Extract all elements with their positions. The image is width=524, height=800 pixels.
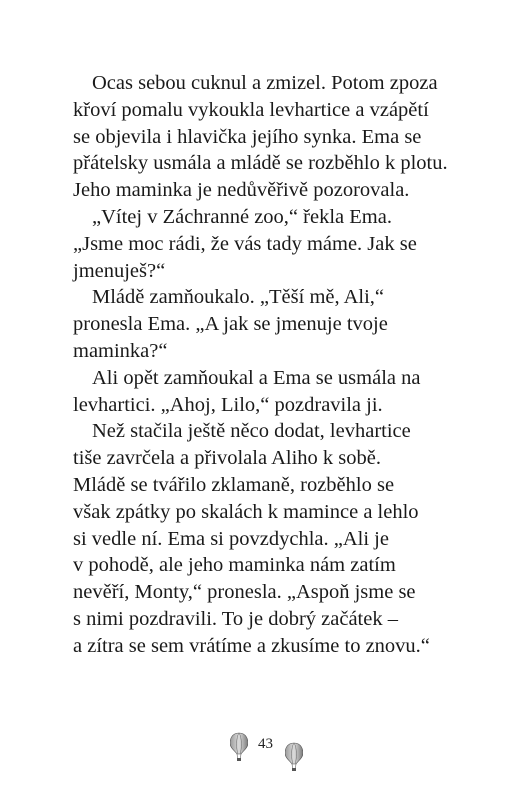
text-line: přátelsky usmála a mládě se rozběhlo k plotu.	[73, 152, 448, 175]
text-line: Jeho maminka je nedůvěřivě pozorovala.	[73, 179, 410, 202]
text-line: levhartici. „Ahoj, Lilo,“ pozdravila ji.	[73, 393, 383, 416]
text-line: Mládě se tvářilo zklamaně, rozběhlo se	[73, 473, 395, 496]
hot-air-balloon-icon	[285, 742, 303, 772]
hot-air-balloon-icon	[230, 732, 248, 762]
text-line: jmenuješ?“	[73, 259, 166, 282]
text-line: Ocas sebou cuknul a zmizel. Potom zpoza	[92, 72, 438, 94]
page-body-text	[73, 70, 503, 660]
text-line: si vedle ní. Ema si povzdychla. „Ali je	[73, 527, 389, 550]
text-line: křoví pomalu vykoukla levhartice a vzápětí	[73, 98, 429, 121]
text-line: Mládě zamňoukalo. „Těší mě, Ali,“	[92, 286, 385, 309]
text-line: tiše zavrčela a přivolala Aliho k sobě.	[73, 447, 381, 470]
text-line: „Vítej v Záchranné zoo,“ řekla Ema.	[92, 205, 392, 228]
text-line: „Jsme moc rádi, že vás tady máme. Jak se	[73, 232, 417, 255]
page-number: 43	[258, 736, 273, 752]
text-line: s nimi pozdravili. To je dobrý začátek –	[73, 607, 398, 630]
text-line: však zpátky po skalách k mamince a lehlo	[73, 500, 419, 523]
text-line: Než stačila ještě něco dodat, levhartice	[92, 420, 411, 443]
text-line: se objevila i hlavička jejího synka. Ema se	[73, 125, 422, 148]
text-line: v pohodě, ale jeho maminka nám zatím	[73, 554, 396, 577]
text-line: pronesla Ema. „A jak se jmenuje tvoje	[73, 313, 388, 336]
text-line: Ali opět zamňoukal a Ema se usmála na	[92, 366, 421, 389]
page-footer	[0, 732, 524, 782]
text-line: maminka?“	[73, 339, 168, 362]
text-line: a zítra se sem vrátíme a zkusíme to znovu.“	[73, 634, 430, 657]
text-line: nevěří, Monty,“ pronesla. „Aspoň jsme se	[73, 581, 416, 604]
